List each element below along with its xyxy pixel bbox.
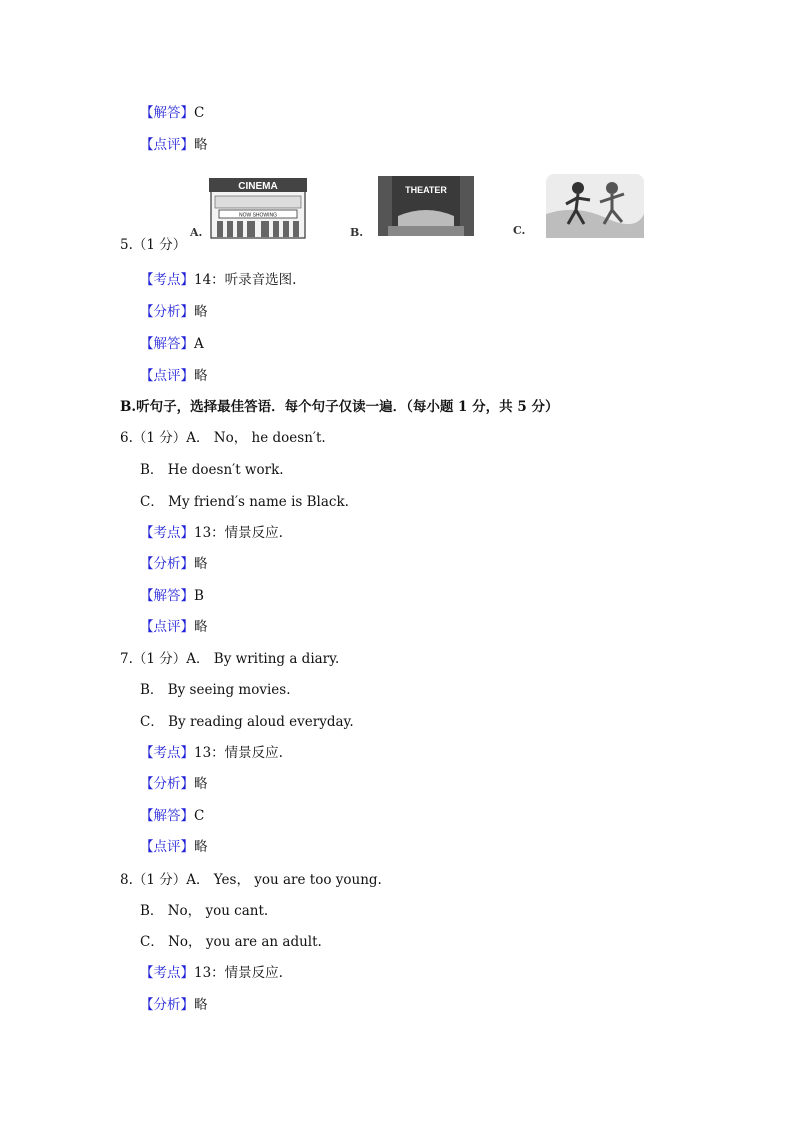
cinema-subsign: NOW SHOWING — [238, 212, 278, 219]
q6-option-c: C． My friend′s name is Black. — [140, 494, 349, 510]
option-a-label: A. — [190, 226, 203, 239]
analysis-tag: 【分析】 — [140, 776, 194, 792]
comment-text: 略 — [194, 137, 208, 153]
point-text: 14：听录音选图. — [194, 272, 297, 288]
comment-tag: 【点评】 — [140, 137, 194, 153]
point-tag: 【考点】 — [140, 965, 194, 981]
analysis-tag: 【分析】 — [140, 304, 194, 320]
q7-comment — [140, 838, 208, 856]
q8-header: 8.（1 分）A． Yes， you are too young. — [120, 872, 382, 888]
q7-answer — [140, 807, 204, 825]
answer-text: C — [194, 105, 205, 121]
theater-stage-image — [378, 176, 474, 236]
analysis-text: 略 — [194, 556, 208, 572]
section-b-title: B.听句子，选择最佳答语．每个句子仅读一遍．（每小题 1 分，共 5 分） — [120, 399, 559, 415]
q4-answer — [140, 104, 204, 122]
q8-analysis — [140, 996, 208, 1014]
q7-point — [140, 744, 283, 762]
option-c-label: C. — [513, 224, 526, 237]
q4-comment — [140, 136, 208, 154]
answer-tag: 【解答】 — [140, 105, 194, 121]
q6-answer — [140, 587, 204, 605]
comment-text: 略 — [194, 368, 208, 384]
answer-tag: 【解答】 — [140, 808, 194, 824]
q6-header: 6.（1 分）A． No， he doesn′t. — [120, 430, 326, 446]
q5-point — [140, 271, 296, 289]
answer-tag: 【解答】 — [140, 588, 194, 604]
q7-option-b: B． By seeing movies. — [140, 682, 291, 698]
analysis-tag: 【分析】 — [140, 997, 194, 1013]
q7-header: 7.（1 分）A． By writing a diary. — [120, 651, 340, 667]
q6-comment — [140, 618, 208, 636]
point-tag: 【考点】 — [140, 525, 194, 541]
answer-tag: 【解答】 — [140, 336, 194, 352]
q7-option-c: C． By reading aloud everyday. — [140, 714, 354, 730]
answer-text: B — [194, 588, 204, 604]
option-b-label: B. — [350, 226, 364, 239]
q5-analysis — [140, 303, 208, 321]
analysis-tag: 【分析】 — [140, 556, 194, 572]
answer-text: C — [194, 808, 205, 824]
point-text: 13：情景反应. — [194, 965, 283, 981]
q8-option-c: C． No， you are an adult. — [140, 934, 322, 950]
q5-comment — [140, 367, 208, 385]
q6-analysis — [140, 555, 208, 573]
q7-analysis — [140, 775, 208, 793]
point-tag: 【考点】 — [140, 745, 194, 761]
comment-text: 略 — [194, 839, 208, 855]
theater-sign: THEATER — [405, 185, 447, 195]
analysis-text: 略 — [194, 997, 208, 1013]
q5-answer — [140, 335, 204, 353]
analysis-text: 略 — [194, 304, 208, 320]
comment-tag: 【点评】 — [140, 619, 194, 635]
q6-point — [140, 524, 283, 542]
q8-option-b: B． No， you cant. — [140, 903, 269, 919]
q8-point — [140, 964, 283, 982]
answer-text: A — [194, 336, 204, 352]
comment-tag: 【点评】 — [140, 368, 194, 384]
cinema-building-image — [205, 174, 310, 240]
two-people-running-image — [546, 174, 644, 238]
q5-header: 5.（1 分） — [120, 237, 187, 253]
comment-text: 略 — [194, 619, 208, 635]
point-text: 13：情景反应. — [194, 525, 283, 541]
comment-tag: 【点评】 — [140, 839, 194, 855]
q6-option-b: B． He doesn′t work. — [140, 462, 284, 478]
analysis-text: 略 — [194, 776, 208, 792]
point-tag: 【考点】 — [140, 272, 194, 288]
point-text: 13：情景反应. — [194, 745, 283, 761]
cinema-sign: CINEMA — [238, 181, 278, 192]
